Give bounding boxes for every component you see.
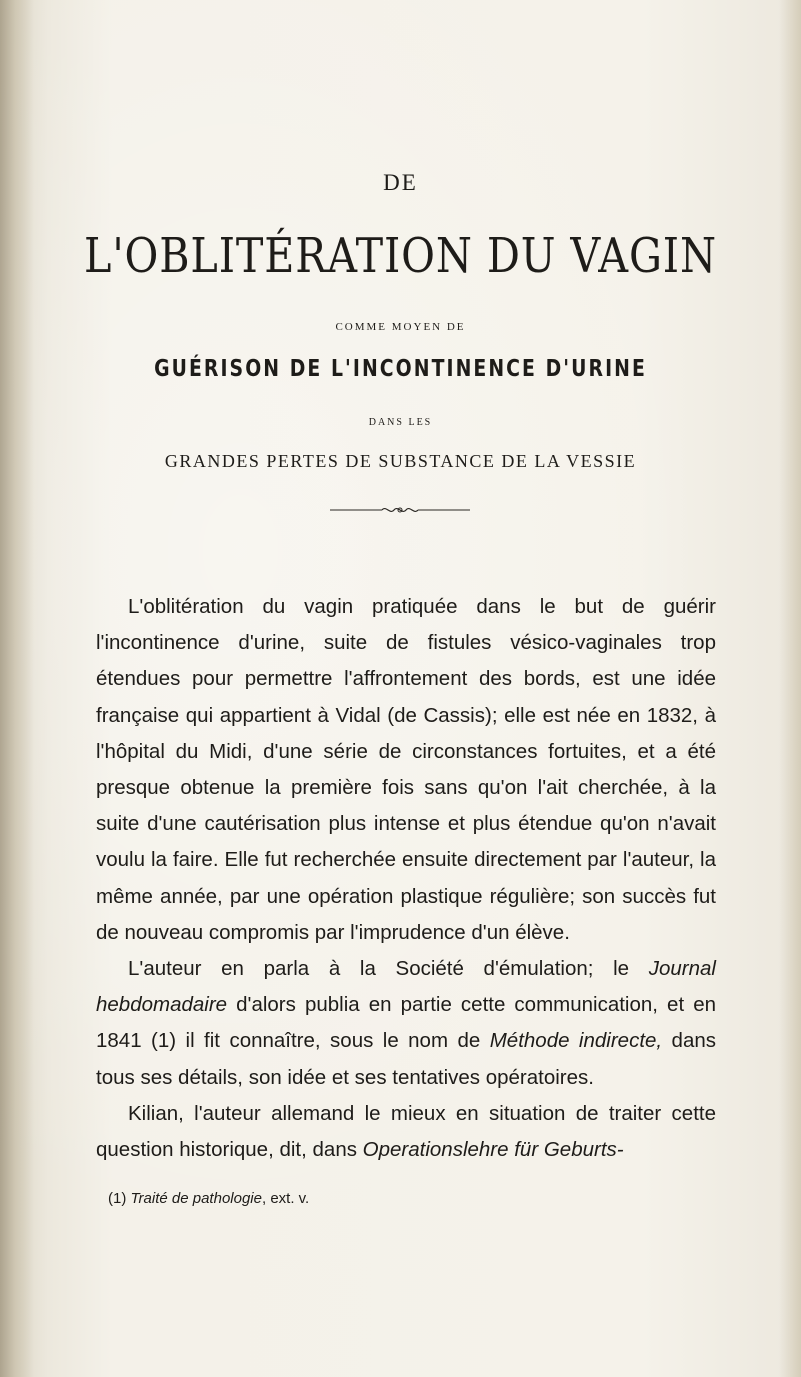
subtitle-grandes: GRANDES PERTES DE SUBSTANCE DE LA VESSIE [164, 451, 637, 471]
header-de: DE [383, 170, 418, 195]
paragraph-3 [96, 1096, 716, 1168]
page-edge-shadow [0, 0, 34, 1377]
subtitle-guerison: GUÉRISON DE L'INCONTINENCE D'URINE [154, 356, 647, 382]
methode-title: Méthode indirecte, [489, 1029, 663, 1053]
body-text [96, 589, 716, 1168]
decorative-rule-icon [300, 503, 500, 517]
footnote [108, 1190, 708, 1207]
paragraph-2-part-c: dans tous ses détails, son idée et ses tentatives opératoires. [96, 1029, 716, 1089]
paragraph-3-part-a: Kilian, l'auteur allemand le mieux en situation de traiter cette question historique, dit, dans [96, 1101, 716, 1162]
journal-title: Journal hebdomadaire [96, 957, 716, 1017]
footnote-rest: , ext. v. [261, 1190, 310, 1207]
subtitle-dans: DANS LES [368, 417, 433, 428]
page-title: L'OBLITÉRATION DU VAGIN [84, 228, 717, 284]
footnote-title: Traité de pathologie [130, 1190, 262, 1207]
footnote-number: (1) [108, 1190, 131, 1207]
paragraph-2-part-b: d'alors publia en partie cette communication, et en 1841 (1) il fit connaître, sous le nom de [96, 993, 716, 1053]
paragraph-2 [96, 951, 716, 1096]
paragraph-1: L'oblitération du vagin pratiquée dans le but de guérir l'incontinence d'urine, suite de fistules vésico-vaginales trop étendues pour permettre l'affrontement des bords, est une idée française qui appartient à Vidal (de Cassis); elle est née en 1832, à l'hôpital du Midi, d'une série de circonstances fortuites, et a été presque obtenue la première fois sans qu'on l'ait cherchée, à la suite d'une cautérisation plus intense et plus étendue qu'on n'avait voulu la faire. Elle fut recherchée ensuite directement par l'auteur, la même année, par une opération plastique régulière; son succès fut de nouveau compromis par l'imprudence d'un élève. [96, 595, 716, 944]
book-title: Operationslehre für Geburts- [362, 1138, 624, 1162]
subtitle-comme: COMME MOYEN DE [335, 321, 466, 333]
paragraph-2-part-a: L'auteur en parla à la Société d'émulation; le [128, 957, 649, 981]
page-edge-shadow-right [779, 0, 801, 1377]
